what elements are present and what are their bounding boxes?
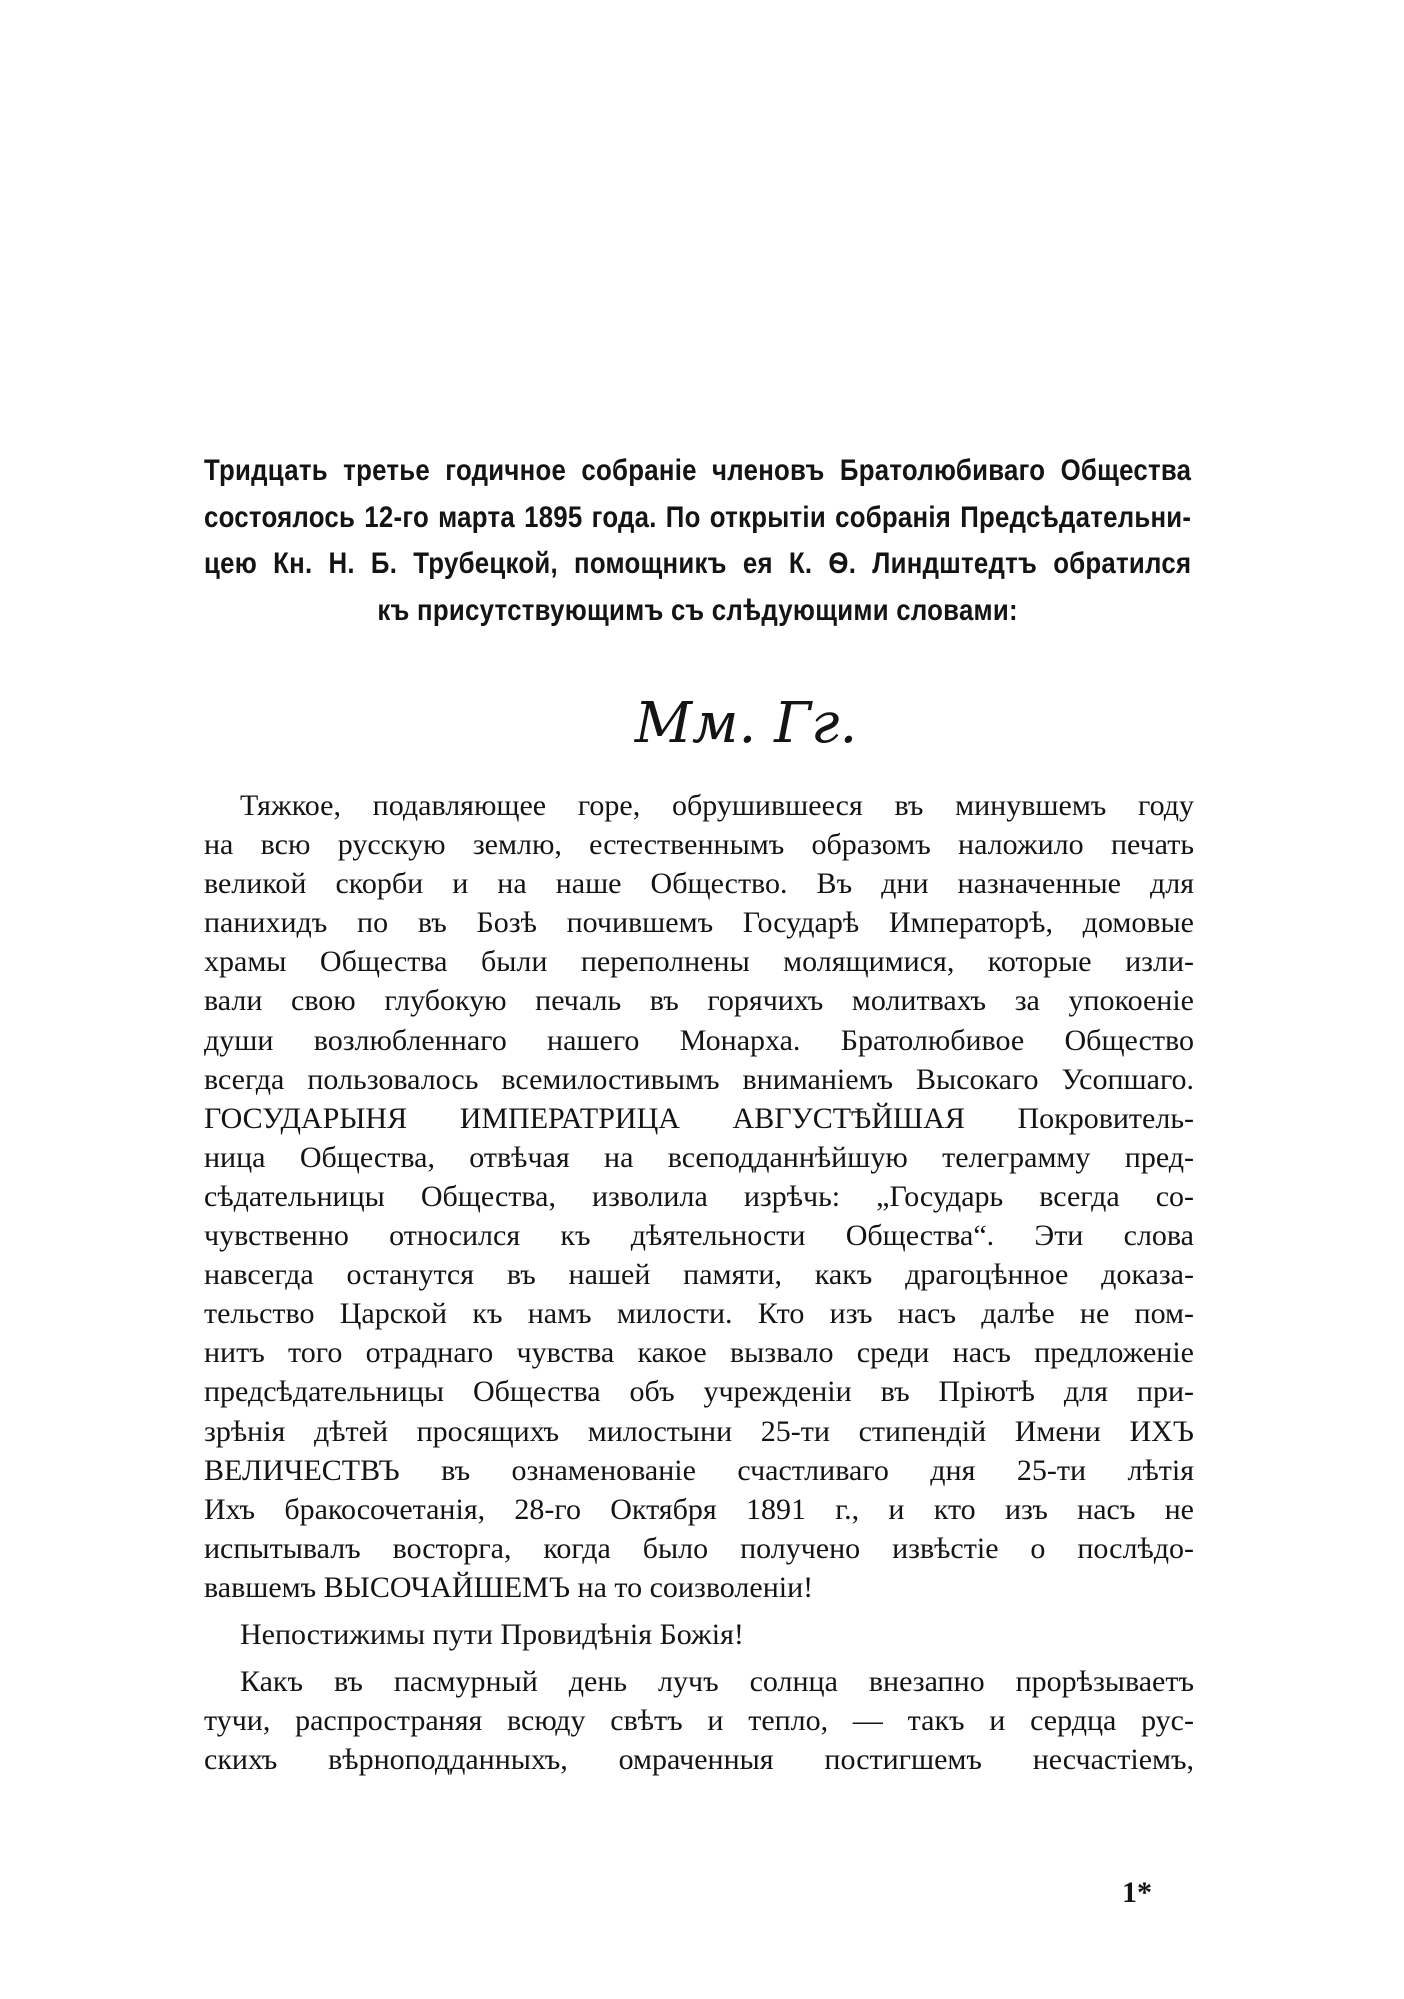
paragraph-gap [204,1654,1194,1662]
text-line: ГОСУДАРЫНЯ ИМПЕРАТРИЦА АВГУСТѢЙШАЯ Покровитель- [204,1101,1194,1135]
text-line: зрѣнія дѣтей просящихъ милостыни 25-ти стипендій Имени ИХЪ [204,1414,1194,1448]
text-line: тельство Царской къ намъ милости. Кто изъ насъ далѣе не пом- [204,1297,1194,1331]
text-line: вавшемъ ВЫСОЧАЙШЕМЪ на то соизволеніи! [204,1570,814,1604]
paragraph-2 [204,1615,1194,1654]
text-line: навсегда останутся въ нашей памяти, какъ драгоцѣнное доказа- [204,1258,1194,1292]
text-line: Ихъ бракосочетанія, 28-го Октября 1891 г., и кто изъ насъ не [204,1492,1194,1526]
text-line: на всю русскую землю, естественнымъ образомъ наложило печать [204,828,1194,862]
text-line: всегда пользовалось всемилостивымъ вниманіемъ Высокаго Усопшаго. [204,1062,1194,1096]
text-line: панихидъ по въ Бозѣ почившемъ Государѣ Императорѣ, домовые [204,906,1194,940]
paragraph-1 [204,786,1194,1607]
page-number: 1* [1122,1876,1152,1909]
paragraph-3 [204,1662,1194,1779]
text-line: предсѣдательницы Общества объ учрежденіи въ Пріютѣ для при- [204,1375,1194,1409]
intro-paragraph [204,448,1191,634]
body-text [204,786,1194,1779]
text-line: испытывалъ восторга, когда было получено извѣстіе о послѣдо- [204,1531,1194,1565]
text-line: Непостижимы пути Провидѣнія Божія! [240,1617,744,1651]
text-line: Тяжкое, подавляющее горе, обрушившееся въ минувшемъ году [240,789,1194,822]
text-line: чувственно относился къ дѣятельности Общества“. Эти слова [204,1219,1194,1253]
text-line: тучи, распространяя всюду свѣтъ и тепло, — такъ и сердца рус- [204,1704,1194,1738]
intro-line: къ присутствующимъ съ слѣдующими словами: [377,593,1018,627]
intro-line: цею Кн. Н. Б. Трубецкой, помощникъ ея К. Ѳ. Линдштедтъ обратился [204,547,1192,580]
text-line: великой скорби и на наше Общество. Въ дни назначенные для [204,867,1194,901]
text-line: скихъ вѣрноподданныхъ, омраченныя постигшемъ несчастіемъ, [204,1743,1194,1777]
text-line: нитъ того отраднаго чувства какое вызвало среди насъ предложеніе [204,1336,1194,1370]
salutation-heading: Мм. Гг. [634,691,858,756]
paragraph-gap [204,1607,1194,1615]
text-line: вали свою глубокую печаль въ горячихъ молитвахъ за упокоеніе [204,984,1194,1018]
text-line: ница Общества, отвѣчая на всеподданнѣйшую телеграмму пред- [204,1140,1194,1174]
intro-line: Тридцать третье годичное собраніе членовъ Братолюбиваго Общества [204,454,1192,487]
text-line: сѣдательницы Общества, изволила изрѣчь: „Государь всегда со- [204,1179,1194,1213]
intro-line: состоялось 12-го марта 1895 года. По открытіи собранія Предсѣдательни- [204,500,1192,534]
text-line: храмы Общества были переполнены молящимися, которые изли- [204,945,1194,979]
text-line: Какъ въ пасмурный день лучъ солнца внезапно прорѣзываетъ [240,1665,1194,1699]
text-line: души возлюбленнаго нашего Монарха. Братолюбивое Общество [204,1023,1194,1057]
text-line: ВЕЛИЧЕСТВЪ въ ознаменованіе счастливаго дня 25-ти лѣтія [204,1453,1194,1487]
